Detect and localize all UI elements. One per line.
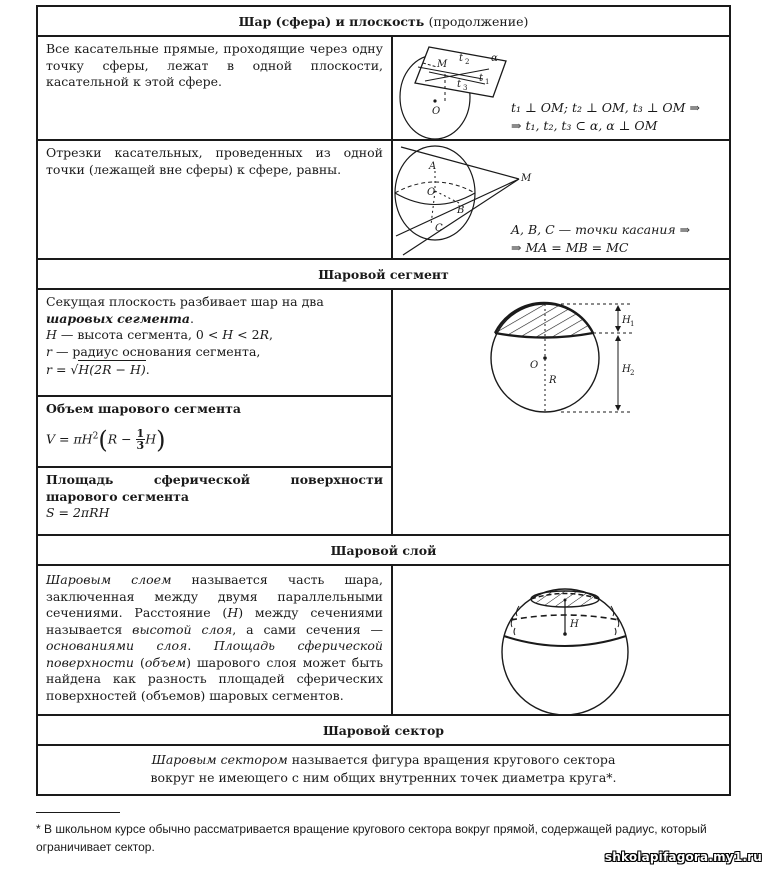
svg-text:t: t <box>457 79 462 90</box>
layer-figure-cell <box>393 566 729 714</box>
surface-formula: S = 2πRH <box>46 505 110 520</box>
segment-volume <box>38 397 391 468</box>
footnote-divider <box>36 812 120 813</box>
segment-figure-cell <box>393 290 729 534</box>
section-header-segment <box>38 260 729 290</box>
sector-definition: Шаровым сектором называется фигура вращения кругового сектора вокруг не имеющего с ним общих внутренних точек диаметра круга*. <box>150 752 617 785</box>
label-A: A <box>429 161 437 172</box>
label-M: M <box>521 173 532 184</box>
segment-surface <box>38 468 391 534</box>
section-title: Шаровой слой <box>330 542 437 558</box>
tangent-lines-formula-1: t₁ ⊥ OM; t₂ ⊥ OM, t₃ ⊥ OM ⇒ <box>511 100 700 115</box>
tangent-lines-figure-cell <box>393 37 729 139</box>
svg-text:1: 1 <box>485 78 490 86</box>
surface-heading: Площадь сферической поверхности шарового сегмента <box>46 472 383 504</box>
footnote: * В школьном курсе обычно рассматривается вращение кругового сектора вокруг прямой, содержащей радиус, который ограничивает сектор. <box>36 822 707 854</box>
label-H: H <box>570 619 579 630</box>
label-B: B <box>457 205 465 216</box>
tangent-lines-formula-2: ⇒ t₁, t₂, t₃ ⊂ α, α ⊥ OM <box>511 118 658 133</box>
label-O: O <box>432 106 441 117</box>
section-title-note: (продолжение) <box>428 13 529 29</box>
section-header-sector <box>38 716 729 746</box>
label-O: O <box>530 360 539 371</box>
segment-definition: Секущая плоскость разбивает шар на два шаровых сегмента. H — высота сегмента, 0 < H < 2R, r — радиус основания сегмента, r = √H(2R − H). <box>38 290 391 397</box>
label-H2: H <box>622 364 631 375</box>
tangent-segments-figure-cell <box>393 141 729 258</box>
label-R: R <box>549 375 557 386</box>
volume-heading: Объем шарового сегмента <box>46 401 241 416</box>
tangent-lines-text: Все касательные прямые, проходящие через одну точку сферы, лежат в одной плоскости, касательной к этой сфере. <box>38 37 393 139</box>
label-M: M <box>437 59 448 70</box>
row-segment <box>38 290 729 536</box>
term-spherical-sector: Шаровым сектором <box>151 752 288 767</box>
section-title: Шаровой сегмент <box>318 266 449 282</box>
row-layer <box>38 566 729 716</box>
section-header-sphere-plane <box>38 7 729 37</box>
label-alpha: α <box>491 53 498 64</box>
section-header-layer <box>38 536 729 566</box>
label-C: C <box>435 223 443 234</box>
row-tangent-lines <box>38 37 729 141</box>
watermark: shkolapifagora.my1.ru <box>604 850 762 864</box>
svg-text:3: 3 <box>463 84 468 92</box>
reference-table <box>36 5 731 796</box>
layer-text: Шаровым слоем называется часть шара, заключенная между двумя параллельными сечениями. Расстояние (H) между сечениями называется высотой слоя, а сами сечения — основаниями слоя. Площадь сферической поверхности (объем) шарового слоя может быть найдена как разность площадей сферических поверхностей (объемов) шаровых сегментов. <box>38 566 393 714</box>
tangent-segments-text: Отрезки касательных, проведенных из одной точки (лежащей вне сферы) к сфере, равны. <box>38 141 393 258</box>
volume-formula: $V = \pi H^2(R$ − $\frac{1}{3}$ H) <box>46 425 166 454</box>
section-title: Шаровой сектор <box>322 722 445 738</box>
svg-text:t: t <box>479 73 484 84</box>
term-spherical-segments: шаровых сегмента <box>46 310 191 326</box>
formula-base-radius: r = √H(2R − H). <box>46 362 150 377</box>
svg-text:t: t <box>459 53 464 64</box>
row-sector <box>38 746 729 794</box>
section-title: Шар (сфера) и плоскость <box>238 13 425 29</box>
spherical-layer-diagram <box>393 566 733 716</box>
label-H1: H <box>622 315 631 326</box>
svg-text:1: 1 <box>630 320 635 328</box>
fraction-one-third: $\frac{1}{3}$ <box>136 427 145 452</box>
label-O: O <box>427 187 436 198</box>
tangent-segments-formula-1: A, B, C — точки касания ⇒ <box>511 222 691 237</box>
row-tangent-segments <box>38 141 729 260</box>
tangent-segments-formula-2: ⇒ MA = MB = MC <box>511 240 629 255</box>
term-spherical-layer: Шаровым слоем <box>46 572 172 587</box>
svg-text:2: 2 <box>630 369 635 377</box>
segment-left-stack <box>38 290 393 534</box>
svg-text:2: 2 <box>465 58 470 66</box>
spherical-segment-diagram <box>393 290 733 536</box>
